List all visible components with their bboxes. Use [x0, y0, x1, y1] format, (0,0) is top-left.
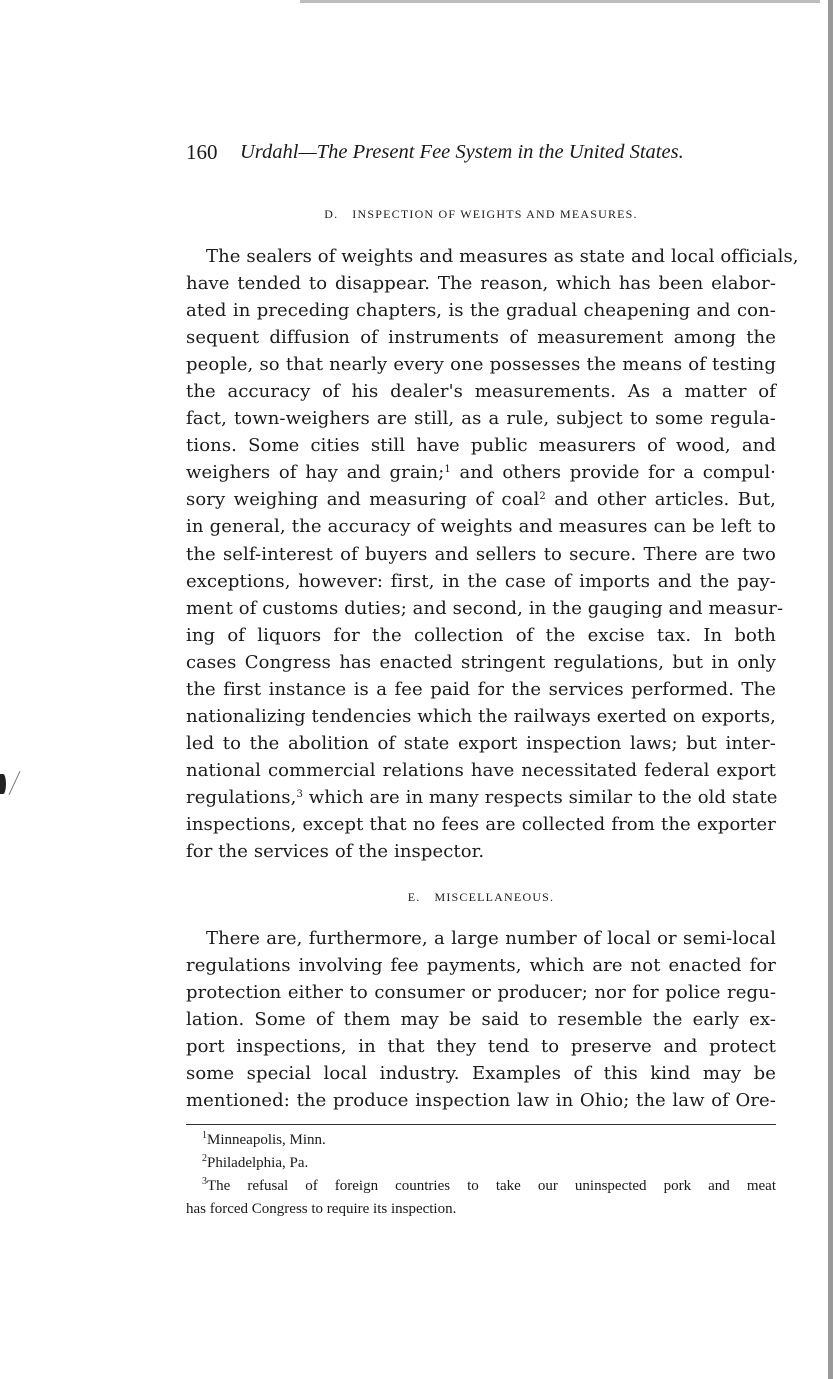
margin-mark	[0, 770, 12, 800]
text-line: national commercial relations have necessitated federal export	[186, 759, 776, 781]
footnote-ref: 2	[539, 491, 546, 503]
text-segment: which are in many respects similar to the old state	[308, 786, 778, 808]
footnote-ref: 3	[296, 788, 303, 800]
margin-stroke	[9, 771, 21, 795]
text-line: ment of customs duties; and second, in the gauging and measur-	[186, 597, 784, 619]
text-segment: weighers of hay and grain;	[186, 462, 445, 484]
text-line: regulations involving fee payments, which are not enacted for	[186, 955, 776, 977]
section-heading-e	[186, 890, 776, 906]
page-top-edge	[300, 0, 820, 3]
footnote-continuation: has forced Congress to require its inspection.	[186, 1201, 457, 1217]
footnote-mark: 1	[202, 1130, 207, 1141]
text-line: There are, furthermore, a large number of local or semi-local	[206, 928, 776, 949]
text-line: ated in preceding chapters, is the gradual cheapening and con-	[186, 300, 776, 322]
margin-blot	[0, 774, 6, 794]
text-segment: sory weighing and measuring of coal	[186, 489, 540, 511]
text-line: port inspections, in that they tend to preserve and protect	[186, 1036, 776, 1058]
text-segment: and others provide for a compul·	[459, 462, 776, 484]
footnote-mark: 3	[202, 1176, 207, 1187]
footnotes	[186, 1129, 776, 1221]
text-line: The sealers of weights and measures as state and local officials,	[206, 246, 799, 267]
section-title: MISCELLANEOUS.	[434, 890, 555, 904]
footnote-rule	[186, 1124, 776, 1125]
footnote-text: Philadelphia, Pa.	[207, 1155, 309, 1171]
text-line: people, so that nearly every one possesses the means of testing	[186, 354, 776, 376]
footnote-ref: 1	[444, 464, 451, 476]
section-title: INSPECTION OF WEIGHTS AND MEASURES.	[352, 207, 638, 221]
text-line: lation. Some of them may be said to resemble the early ex-	[186, 1009, 776, 1031]
text-line: some special local industry. Examples of this kind may be	[186, 1063, 776, 1085]
text-line: sequent diffusion of instruments of measurement among the	[186, 327, 776, 349]
footnote	[186, 1129, 776, 1152]
text-segment: regulations,	[186, 786, 297, 808]
footnote-text: Minneapolis, Minn.	[207, 1132, 326, 1148]
text-line: led to the abolition of state export inspection laws; but inter-	[186, 732, 776, 754]
text-line: fact, town-weighers are still, as a rule, subject to some regula-	[186, 408, 776, 430]
running-title: Urdahl—The Present Fee System in the United States.	[240, 141, 684, 163]
section-label: D.	[324, 207, 339, 221]
footnote	[186, 1152, 776, 1175]
section-label: E.	[407, 890, 421, 904]
running-header	[186, 140, 766, 170]
page-right-edge	[828, 0, 833, 1379]
section-heading-d	[186, 207, 776, 223]
text-line	[186, 784, 776, 811]
text-line: have tended to disappear. The reason, which has been elabor-	[186, 273, 776, 295]
text-line: exceptions, however: first, in the case of imports and the pay-	[186, 570, 776, 592]
section-d-body	[186, 243, 799, 865]
footnote-mark: 2	[202, 1153, 207, 1164]
footnote-text: The refusal of foreign countries to take our uninspected pork and meat	[207, 1178, 776, 1194]
text-line: protection either to consumer or producer; nor for police regu-	[186, 982, 776, 1004]
text-line: inspections, except that no fees are collected from the exporter	[186, 813, 776, 835]
page-number: 160	[186, 140, 218, 164]
text-line: tions. Some cities still have public measurers of wood, and	[186, 435, 776, 457]
text-line: the accuracy of his dealer's measurements. As a matter of	[186, 381, 776, 403]
footnote	[186, 1175, 776, 1198]
text-line	[186, 486, 776, 513]
text-line	[186, 459, 776, 486]
text-line: in general, the accuracy of weights and measures can be left to	[186, 516, 776, 538]
text-line: mentioned: the produce inspection law in Ohio; the law of Ore-	[186, 1090, 776, 1112]
text-line: the first instance is a fee paid for the services performed. The	[186, 678, 776, 700]
text-line: the self-interest of buyers and sellers to secure. There are two	[186, 543, 776, 565]
text-segment: and other articles. But,	[554, 489, 776, 511]
text-line: cases Congress has enacted stringent regulations, but in only	[186, 651, 776, 673]
text-line: nationalizing tendencies which the railways exerted on exports,	[186, 705, 776, 727]
text-line: ing of liquors for the collection of the excise tax. In both	[186, 624, 776, 646]
section-e-body	[186, 925, 776, 1114]
text-line: for the services of the inspector.	[186, 841, 485, 863]
